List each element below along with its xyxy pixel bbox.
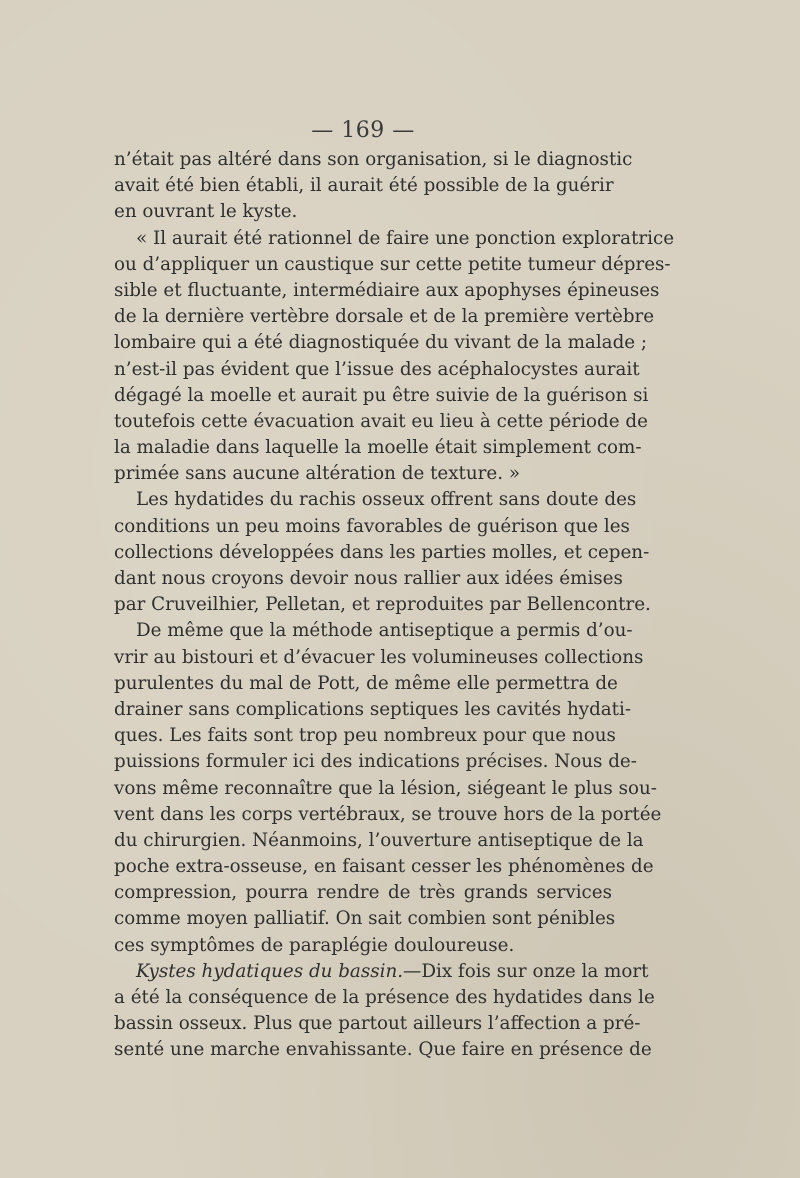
text-line: dant nous croyons devoir nous rallier aux idées émises: [114, 568, 623, 589]
text-line: conditions un peu moins favorables de guérison que les: [114, 515, 630, 537]
text-line: drainer sans complications septiques les cavités hydati-: [114, 698, 632, 720]
text-line: Les hydatides du rachis osseux offrent sans doute des: [136, 489, 637, 511]
text-line: toutefois cette évacuation avait eu lieu à cette période de: [114, 410, 648, 432]
text-line: collections développées dans les parties molles, et cepen-: [114, 541, 650, 563]
text-line: a été la conséquence de la présence des hydatides dans le: [114, 987, 655, 1008]
text-line-with-heading: [114, 959, 649, 985]
text-line: bassin osseux. Plus que partout ailleurs l’affection a pré-: [114, 1013, 641, 1035]
text-line: lombaire qui a été diagnostiquée du vivant de la malade ;: [114, 332, 648, 354]
text-line: De même que la méthode antiseptique a permis d’ou-: [136, 620, 633, 642]
text-line: compression, pourra rendre de très grands services: [114, 882, 612, 904]
body-text: [114, 147, 675, 1064]
text-line: ques. Les faits sont trop peu nombreux pour que nous: [114, 725, 616, 747]
text-line: vent dans les corps vertébraux, se trouve hors de la portée: [114, 803, 662, 825]
text-line: purulentes du mal de Pott, de même elle permettra de: [114, 672, 618, 694]
text-line: poche extra-osseuse, en faisant cesser les phénomènes de: [114, 856, 654, 878]
text-line: par Cruveilhier, Pelletan, et reproduites par Bellencontre.: [114, 594, 651, 616]
text-line: n’était pas altéré dans son organisation, si le diagnostic: [114, 149, 633, 170]
text-line: ces symptômes de paraplégie douloureuse.: [114, 934, 515, 956]
text-line: vrir au bistouri et d’évacuer les volumineuses collections: [114, 646, 644, 668]
text-line: comme moyen palliatif. On sait combien sont pénibles: [114, 908, 616, 930]
text-line: du chirurgien. Néanmoins, l’ouverture antiseptique de la: [114, 829, 644, 851]
text-line: dégagé la moelle et aurait pu être suivie de la guérison si: [114, 384, 649, 406]
section-heading: Kystes hydatiques du bassin.—: [136, 960, 422, 982]
text-line: puissions formuler ici des indications précises. Nous de-: [114, 751, 637, 773]
text-line: senté une marche envahissante. Que faire en présence de: [114, 1039, 652, 1061]
text-line: « Il aurait été rationnel de faire une ponction exploratrice: [136, 227, 675, 249]
text-line: vons même reconnaître que la lésion, siégeant le plus sou-: [114, 777, 657, 799]
text-line: sible et fluctuante, intermédiaire aux apophyses épineuses: [114, 279, 660, 301]
text-line: avait été bien établi, il aurait été possible de la guérir: [114, 175, 614, 197]
page-number: — 169 —: [311, 118, 415, 143]
text-line: ou d’appliquer un caustique sur cette petite tumeur dépres-: [114, 253, 671, 275]
text-line: la maladie dans laquelle la moelle était simplement com-: [114, 437, 642, 459]
text-line: primée sans aucune altération de texture. »: [114, 463, 521, 485]
text-line: en ouvrant le kyste.: [114, 201, 298, 223]
text-line: de la dernière vertèbre dorsale et de la première vertèbre: [114, 306, 655, 328]
text-line: n’est-il pas évident que l’issue des acéphalocystes aurait: [114, 358, 640, 380]
text-line-rest: Dix fois sur onze la mort: [421, 960, 649, 982]
